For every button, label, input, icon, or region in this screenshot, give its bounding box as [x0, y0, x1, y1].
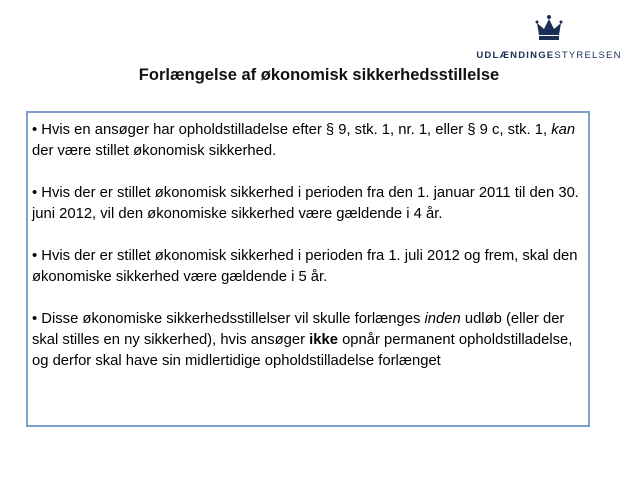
logo-wordmark-prefix: UDLÆNDINGE — [476, 50, 555, 61]
bullet-item-1: • Hvis en ansøger har opholdstilladelse efter § 9, stk. 1, nr. 1, eller § 9 c, stk. 1, kan der være stillet økonomisk sikkerhed. — [32, 122, 576, 159]
udlaendingestyrelsen-logo — [474, 14, 624, 64]
bullet-marker: • — [32, 311, 38, 327]
bullet-list — [32, 120, 584, 393]
bullet-marker: • — [32, 122, 38, 138]
logo-wordmark-suffix: STYRELSEN — [554, 50, 622, 61]
strong-ikke: ikke — [309, 332, 338, 348]
emphasis-kan: kan — [551, 122, 576, 138]
emphasis-inden: inden — [424, 311, 461, 327]
page-title: Forlængelse af økonomisk sikkerhedsstillelse — [138, 66, 500, 84]
bullet-item-3: • Hvis der er stillet økonomisk sikkerhed i perioden fra 1. juli 2012 og frem, skal den økonomiske sikkerhed være gældende i 5 år. — [32, 248, 578, 285]
bullet-item-2: • Hvis der er stillet økonomisk sikkerhed i perioden fra den 1. januar 2011 til den 30. juni 2012, vil den økonomiske sikkerhed være gældende i 4 år. — [32, 185, 579, 222]
content-box — [26, 111, 590, 427]
bullet-item-4: • Disse økonomiske sikkerhedsstillelser vil skulle forlænges inden udløb (eller der skal stilles en ny sikkerhed), hvis ansøger ikke opnår permanent opholdstilladelse, og derfor skal have sin midlertidige opholdstilladelse forlænget — [32, 311, 573, 369]
crown-icon — [534, 14, 564, 44]
bullet-marker: • — [32, 248, 38, 264]
logo-wordmark — [474, 50, 624, 61]
bullet-marker: • — [32, 185, 38, 201]
